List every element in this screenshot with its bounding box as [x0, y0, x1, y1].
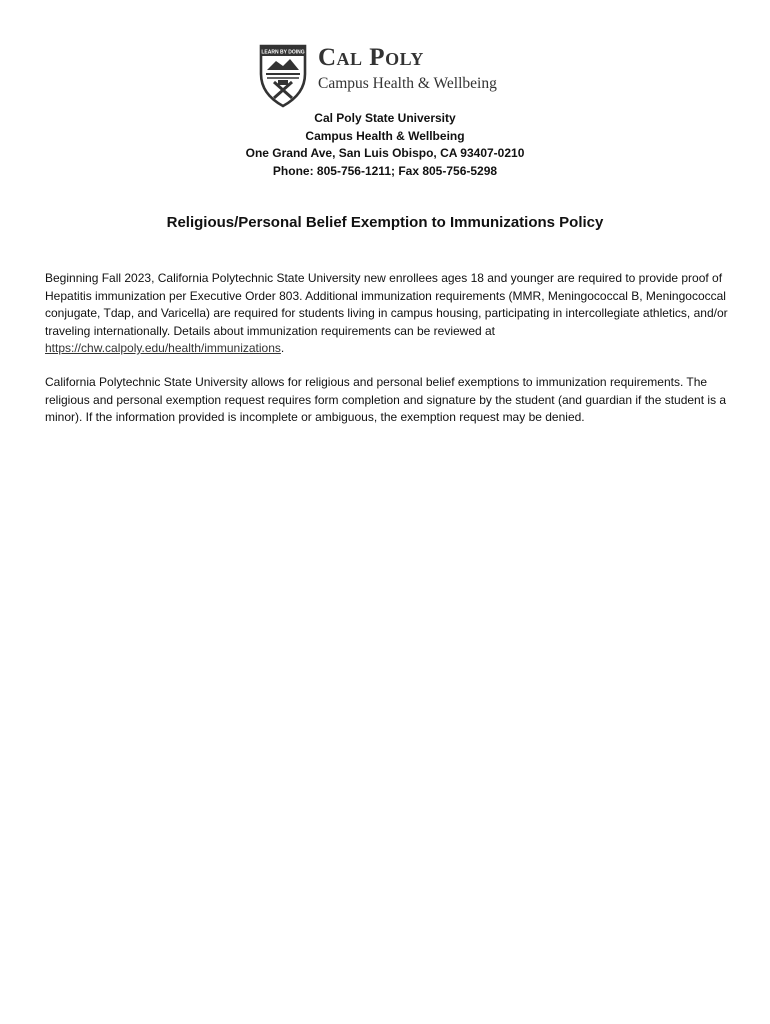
immunizations-link[interactable]: https://chw.calpoly.edu/health/immunizations	[45, 341, 281, 355]
paragraph-immunization-requirements	[45, 270, 730, 358]
paragraph-exemptions	[45, 374, 730, 427]
address-line-2: Campus Health & Wellbeing	[305, 128, 465, 143]
cal-poly-logo	[258, 44, 518, 108]
paragraph-1-text: Beginning Fall 2023, California Polytechnic State University new enrollees ages 18 and younger are required to provide proof of Hepatitis immunization per Executive Order 803. Additional immunization requirements (MMR, Meningococcal B, Meningococcal conjugate, Tdap, and Varicella) are required for students living in campus housing, participating in intercollegiate athletics, and/or traveling internationally. Details about immunization requirements can be reviewed at	[45, 271, 728, 338]
address-line-3: One Grand Ave, San Luis Obispo, CA 93407-0210	[245, 146, 525, 160]
paragraph-2-text: California Polytechnic State University allows for religious and personal belief exemptions to immunization requirements. The religious and personal exemption request requires form completion and signature by the student (and guardian if the student is a minor). If the information provided is incomplete or ambiguous, the exemption request may be denied.	[45, 375, 727, 424]
address-block	[0, 110, 770, 180]
wordmark	[318, 44, 518, 94]
wordmark-name: Cal Poly	[318, 44, 424, 71]
shield-icon	[258, 44, 308, 108]
document-title: Religious/Personal Belief Exemption to Immunizations Policy	[166, 214, 604, 231]
wordmark-subtitle: Campus Health & Wellbeing	[318, 75, 497, 92]
address-line-1: Cal Poly State University	[314, 111, 456, 125]
paragraph-1-end: .	[280, 341, 285, 355]
address-line-4: Phone: 805-756-1211; Fax 805-756-5298	[272, 163, 498, 178]
svg-text:LEARN BY DOING: LEARN BY DOING	[261, 49, 305, 56]
